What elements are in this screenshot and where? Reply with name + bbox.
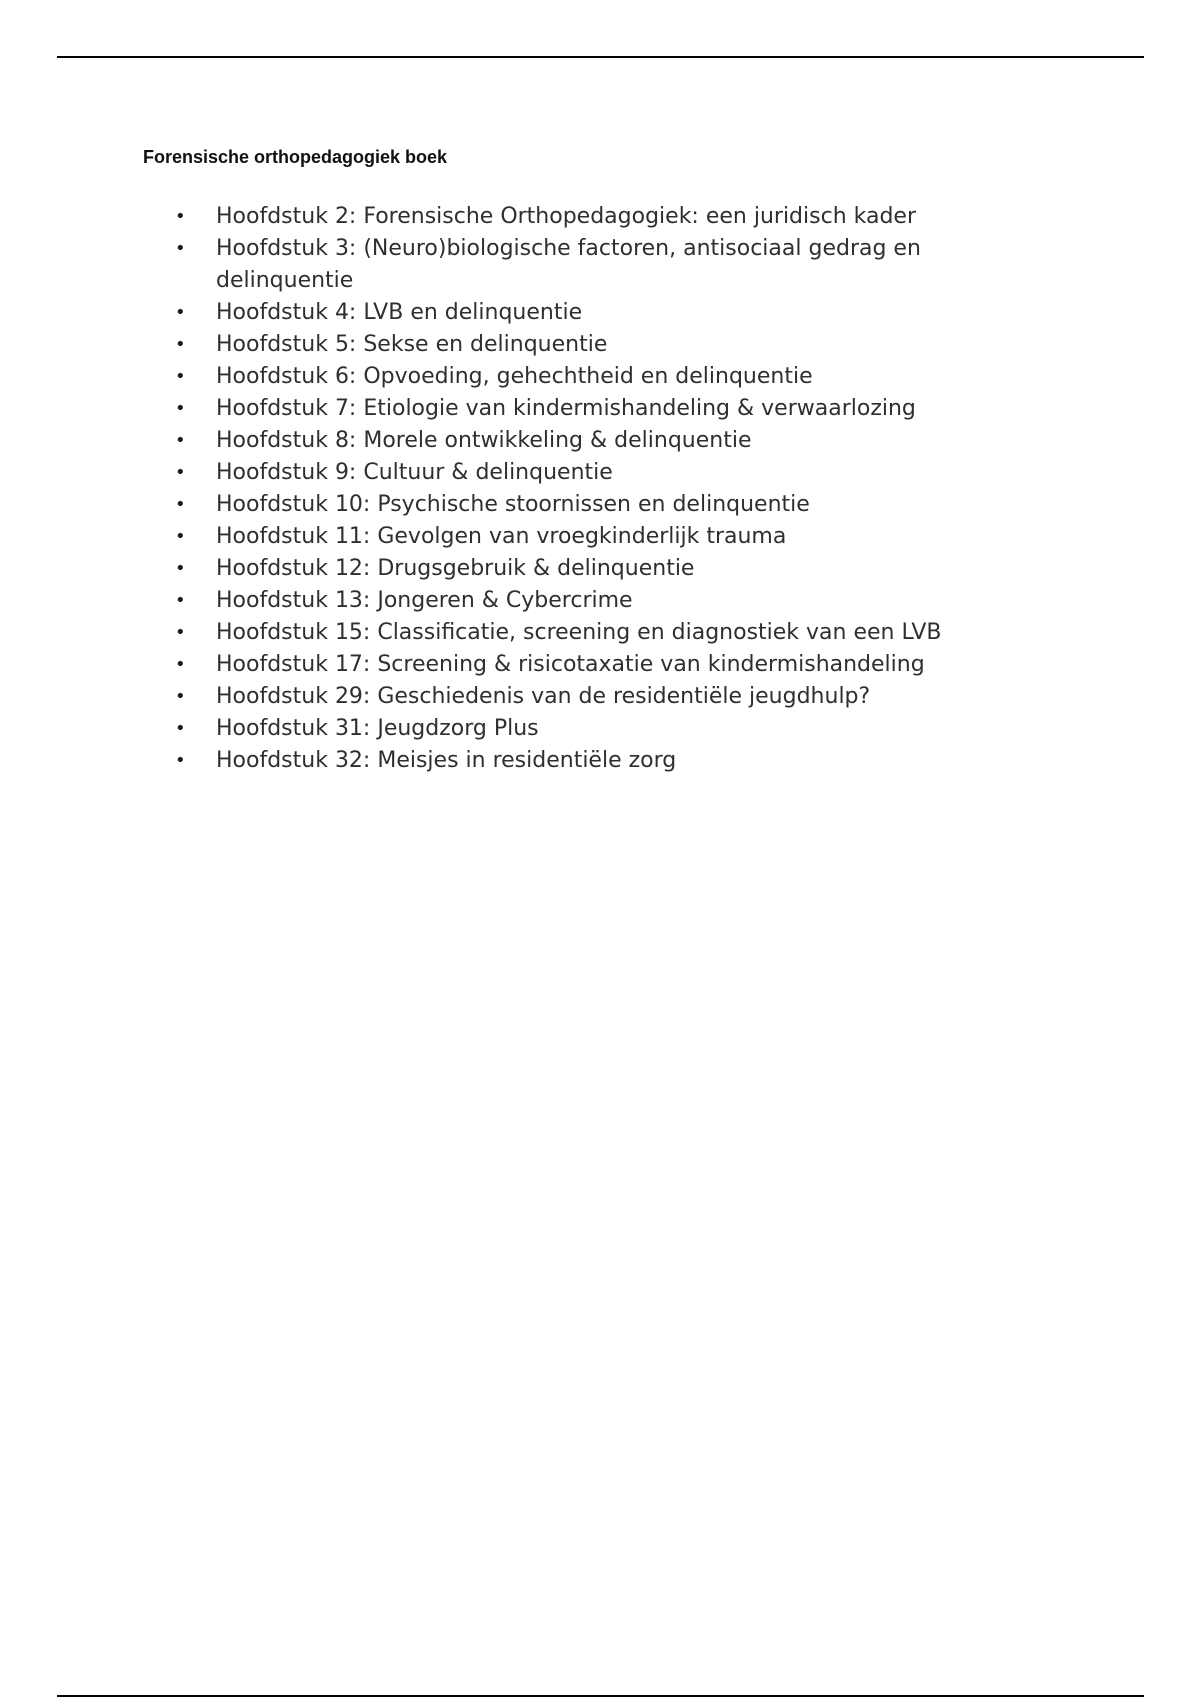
list-item <box>175 489 975 521</box>
bullet-icon: • <box>175 686 186 707</box>
list-item-text: Hoofdstuk 29: Geschiedenis van de residentiële jeugdhulp? <box>216 684 871 709</box>
list-item-text: Hoofdstuk 9: Cultuur & delinquentie <box>216 460 613 485</box>
list-item <box>175 713 975 745</box>
list-item <box>175 329 975 361</box>
list-item <box>175 745 975 777</box>
list-item-text: Hoofdstuk 11: Gevolgen van vroegkinderlijk trauma <box>216 524 787 549</box>
list-item-text: Hoofdstuk 13: Jongeren & Cybercrime <box>216 588 633 613</box>
bullet-icon: • <box>175 750 186 771</box>
list-item-text: Hoofdstuk 6: Opvoeding, gehechtheid en delinquentie <box>216 364 813 389</box>
list-item-text: Hoofdstuk 8: Morele ontwikkeling & delinquentie <box>216 428 752 453</box>
list-item <box>175 649 975 681</box>
bullet-icon: • <box>175 334 186 355</box>
list-item <box>175 297 975 329</box>
header-rule <box>57 56 1144 58</box>
list-item <box>175 393 975 425</box>
list-item-text: Hoofdstuk 4: LVB en delinquentie <box>216 300 583 325</box>
list-item-text: Hoofdstuk 2: Forensische Orthopedagogiek: een juridisch kader <box>216 204 917 229</box>
bullet-icon: • <box>175 718 186 739</box>
bullet-icon: • <box>175 366 186 387</box>
chapter-list <box>175 201 975 777</box>
bullet-icon: • <box>175 462 186 483</box>
list-item-text: Hoofdstuk 15: Classificatie, screening en diagnostiek van een LVB <box>216 620 942 645</box>
list-item <box>175 361 975 393</box>
list-item <box>175 681 975 713</box>
bullet-icon: • <box>175 430 186 451</box>
bullet-icon: • <box>175 590 186 611</box>
list-item-text: Hoofdstuk 31: Jeugdzorg Plus <box>216 716 539 741</box>
list-item <box>175 233 975 297</box>
list-item <box>175 617 975 649</box>
list-item <box>175 425 975 457</box>
footer-rule <box>57 1695 1144 1697</box>
list-item-text: Hoofdstuk 12: Drugsgebruik & delinquentie <box>216 556 695 581</box>
list-item <box>175 553 975 585</box>
list-item-text: Hoofdstuk 17: Screening & risicotaxatie van kindermishandeling <box>216 652 925 677</box>
list-item-text: Hoofdstuk 32: Meisjes in residentiële zorg <box>216 748 677 773</box>
list-item-text: Hoofdstuk 5: Sekse en delinquentie <box>216 332 608 357</box>
bullet-icon: • <box>175 526 186 547</box>
list-item <box>175 201 975 233</box>
bullet-icon: • <box>175 302 186 323</box>
list-item <box>175 521 975 553</box>
document-title: Forensische orthopedagogiek boek <box>143 147 448 167</box>
bullet-icon: • <box>175 622 186 643</box>
bullet-icon: • <box>175 558 186 579</box>
list-item <box>175 457 975 489</box>
list-item-text: Hoofdstuk 7: Etiologie van kindermishandeling & verwaarlozing <box>216 396 916 421</box>
bullet-icon: • <box>175 494 186 515</box>
bullet-icon: • <box>175 206 186 227</box>
list-item-text: Hoofdstuk 10: Psychische stoornissen en delinquentie <box>216 492 810 517</box>
list-item <box>175 585 975 617</box>
bullet-icon: • <box>175 654 186 675</box>
bullet-icon: • <box>175 398 186 419</box>
list-item-text: Hoofdstuk 3: (Neuro)biologische factoren, antisociaal gedrag en delinquentie <box>216 236 921 293</box>
bullet-icon: • <box>175 238 186 259</box>
